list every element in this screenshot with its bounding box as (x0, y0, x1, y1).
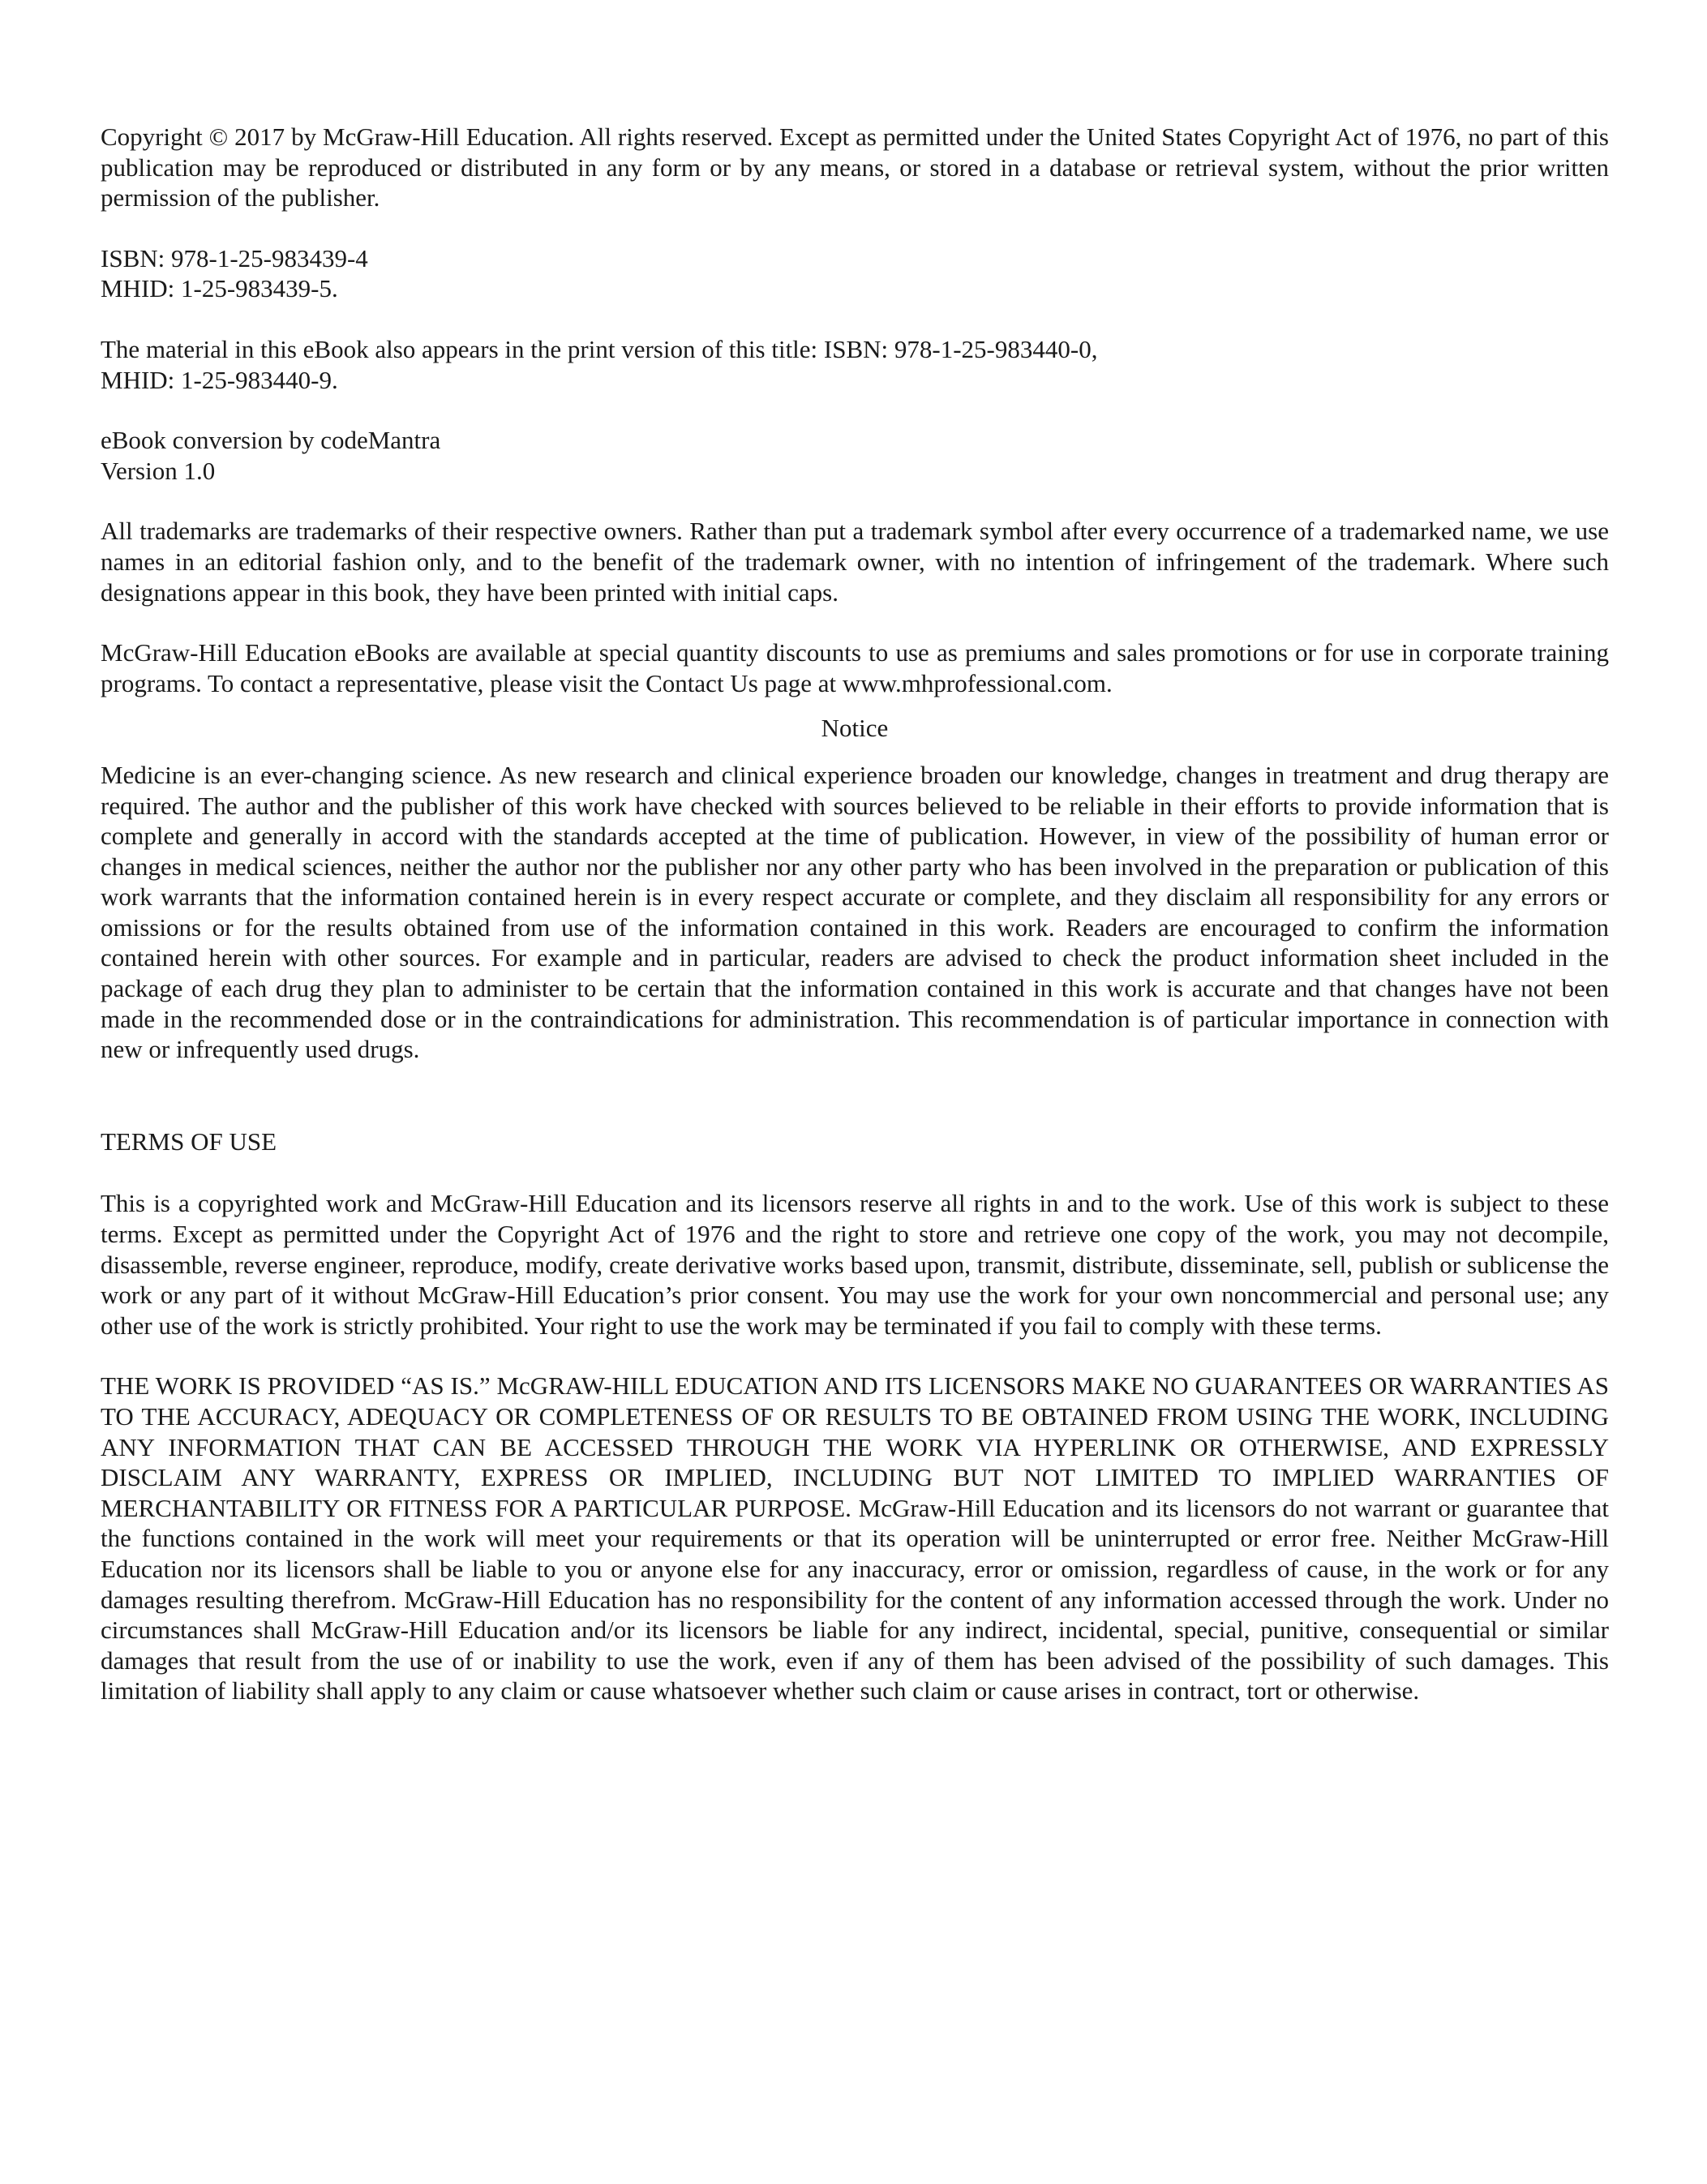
terms-paragraph-1: This is a copyrighted work and McGraw-Hill Education and its licensors reserve all rights in and to the work. Use of this work is subject to these terms. Except as permitted under the Copyright Act of 1976 and the right to store and retrieve one copy of the work, you may not decompile, disassemble, reverse engineer, reproduce, modify, create derivative works based upon, transmit, distribute, disseminate, sell, publish or sublicense the work or any part of it without McGraw-Hill Education’s prior consent. You may use the work for your own noncommercial and personal use; any other use of the work is strictly prohibited. Your right to use the work may be terminated if you fail to comply with these terms. (101, 1189, 1609, 1340)
terms-paragraph-2: THE WORK IS PROVIDED “AS IS.” McGRAW-HILL EDUCATION AND ITS LICENSORS MAKE NO GUARANTEES OR WARRANTIES AS TO THE ACCURACY, ADEQUACY OR COMPLETENESS OF OR RESULTS TO BE OBTAINED FROM USING THE WORK, INCLUDING ANY INFORMATION THAT CAN BE ACCESSED THROUGH THE WORK VIA HYPERLINK OR OTHERWISE, AND EXPRESSLY DISCLAIM ANY WARRANTY, EXPRESS OR IMPLIED, INCLUDING BUT NOT LIMITED TO IMPLIED WARRANTIES OF MERCHANTABILITY OR FITNESS FOR A PARTICULAR PURPOSE. McGraw-Hill Education and its licensors do not warrant or guarantee that the functions contained in the work will meet your requirements or that its operation will be uninterrupted or error free. Neither McGraw-Hill Education nor its licensors shall be liable to you or anyone else for any inaccuracy, error or omission, regardless of cause, in the work or for any damages resulting therefrom. McGraw-Hill Education has no responsibility for the content of any information accessed through the work. Under no circumstances shall McGraw-Hill Education and/or its licensors be liable for any indirect, incidental, special, punitive, consequential or similar damages that result from the use of or inability to use the work, even if any of them has been advised of the possibility of such damages. This limitation of liability shall apply to any claim or cause whatsoever whether such claim or cause arises in contract, tort or otherwise. (101, 1371, 1609, 1706)
conversion-credit: eBook conversion by codeMantra (101, 426, 441, 455)
conversion-block (101, 425, 1609, 486)
notice-paragraph: Medicine is an ever-changing science. As new research and clinical experience broaden our knowledge, changes in treatment and drug therapy are required. The author and the publisher of this work have checked with sources believed to be reliable in their efforts to provide information that is complete and generally in accord with the standards accepted at the time of publication. However, in view of the possibility of human error or changes in medical sciences, neither the author nor the publisher nor any other party who has been involved in the preparation or publication of this work warrants that the information contained herein is in every respect accurate or complete, and they disclaim all responsibility for any errors or omissions or for the results obtained from use of the information contained in this work. Readers are encouraged to confirm the information contained herein with other sources. For example and in particular, readers are advised to check the product information sheet included in the package of each drug they plan to administer to be certain that the information contained in this work is accurate and that changes have not been made in the recommended dose or in the contraindications for administration. This recommendation is of particular importance in connection with new or infrequently used drugs. (101, 760, 1609, 1064)
copyright-page (101, 122, 1609, 1706)
print-version-line-2: MHID: 1-25-983440-9. (101, 365, 338, 394)
print-version-block (101, 334, 1609, 395)
version-line: Version 1.0 (101, 456, 216, 485)
discounts-paragraph: McGraw-Hill Education eBooks are available at special quantity discounts to use as premiums and sales promotions or for use in corporate training programs. To contact a representative, please visit the Contact Us page at www.mhprofessional.com. (101, 638, 1609, 697)
terms-heading: TERMS OF USE (101, 1126, 277, 1156)
print-version-line-1: The material in this eBook also appears in the print version of this title: ISBN: 978-1-25-983440-0, (101, 334, 1098, 363)
copyright-statement: Copyright © 2017 by McGraw-Hill Education. All rights reserved. Except as permitted under the United States Copyright Act of 1976, no part of this publication may be reproduced or distributed in any form or by any means, or stored in a database or retrieval system, without the prior written permission of the publisher. (101, 122, 1609, 212)
isbn-line: ISBN: 978-1-25-983439-4 (101, 243, 368, 272)
mhid-line: MHID: 1-25-983439-5. (101, 274, 338, 303)
identifiers-block (101, 243, 1609, 304)
trademarks-paragraph: All trademarks are trademarks of their respective owners. Rather than put a trademark symbol after every occurrence of a trademarked name, we use names in an editorial fashion only, and to the benefit of the trademark owner, with no intention of infringement of the trademark. Where such designations appear in this book, they have been printed with initial caps. (101, 517, 1609, 607)
notice-heading: Notice (821, 714, 889, 743)
